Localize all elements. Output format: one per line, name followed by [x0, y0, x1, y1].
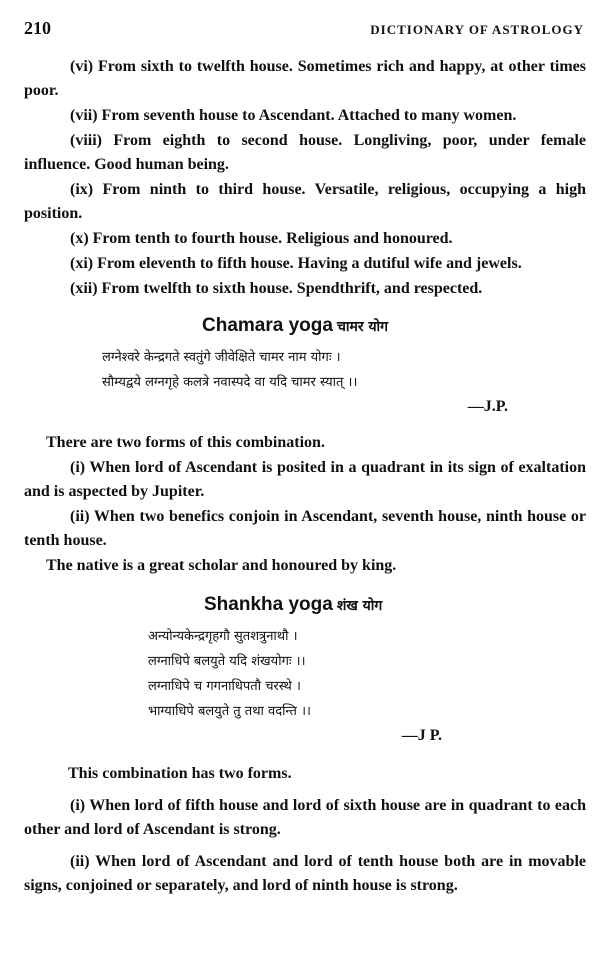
shankha-yoga-heading — [24, 594, 586, 616]
shankha-form-ii: (ii) When lord of Ascendant and lord of tenth house both are in movable signs, conjoined or separately, and lord of ninth house is strong. — [24, 853, 586, 894]
shankha-form-i: (i) When lord of fifth house and lord of sixth house are in quadrant to each other and lord of Ascendant is strong. — [24, 797, 586, 838]
shankha-attribution: —J P. — [401, 727, 442, 744]
item-xi: (xi) From eleventh to fifth house. Having a dutiful wife and jewels. — [70, 255, 522, 272]
shankha-yoga-title-devanagari: शंख योग — [336, 598, 383, 614]
shankha-intro: This combination has two forms. — [68, 765, 292, 782]
chamara-intro: There are two forms of this combination. — [46, 434, 325, 451]
chamara-yoga-title: Chamara yoga — [202, 315, 333, 336]
chamara-result: The native is a great scholar and honoured by king. — [46, 557, 397, 574]
chamara-yoga-heading — [24, 315, 586, 337]
shankha-yoga-title: Shankha yoga — [204, 594, 333, 615]
item-x: (x) From tenth to fourth house. Religious and honoured. — [70, 230, 453, 247]
shankha-verse-line-4: भाग्याधिपे बलयुते तु तथा वदन्ति ।। — [148, 704, 311, 719]
chamara-form-i: (i) When lord of Ascendant is posited in a quadrant in its sign of exaltation and is aspected by Jupiter. — [24, 459, 586, 500]
chamara-yoga-title-devanagari: चामर योग — [336, 319, 389, 335]
item-vii: (vii) From seventh house to Ascendant. Attached to many women. — [70, 107, 517, 124]
chamara-form-ii: (ii) When two benefics conjoin in Ascendant, seventh house, ninth house or tenth house. — [24, 508, 586, 549]
item-viii: (viii) From eighth to second house. Longliving, poor, under female influence. Good human being. — [24, 132, 586, 173]
item-ix: (ix) From ninth to third house. Versatile, religious, occupying a high position. — [24, 181, 586, 222]
shankha-verse-line-1: अन्योन्यकेन्द्रगृहगौ सुतशत्रुनाथौ । — [148, 629, 298, 644]
shankha-verse-line-2: लग्नाधिपे बलयुते यदि शंखयोगः ।। — [148, 654, 306, 669]
shankha-verse-line-3: लग्नाधिपे च गगनाधिपतौ चरस्थे । — [148, 679, 301, 694]
chamara-attribution: —J.P. — [467, 398, 508, 415]
chamara-verse-line-2: सौम्यद्वये लग्नगृहे कलत्रे नवास्पदे वा यदि चामर स्यात् ।। — [102, 375, 358, 390]
chamara-verse-line-1: लग्नेश्वरे केन्द्रगते स्वतुंगे जीवेक्षिते चामर नाम योगः । — [102, 350, 341, 365]
running-head: DICTIONARY OF ASTROLOGY — [370, 22, 584, 37]
page-number: 210 — [24, 18, 51, 38]
page-header — [24, 18, 586, 39]
item-vi: (vi) From sixth to twelfth house. Sometimes rich and happy, at other times poor. — [24, 58, 586, 99]
item-xii: (xii) From twelfth to sixth house. Spendthrift, and respected. — [70, 280, 483, 297]
